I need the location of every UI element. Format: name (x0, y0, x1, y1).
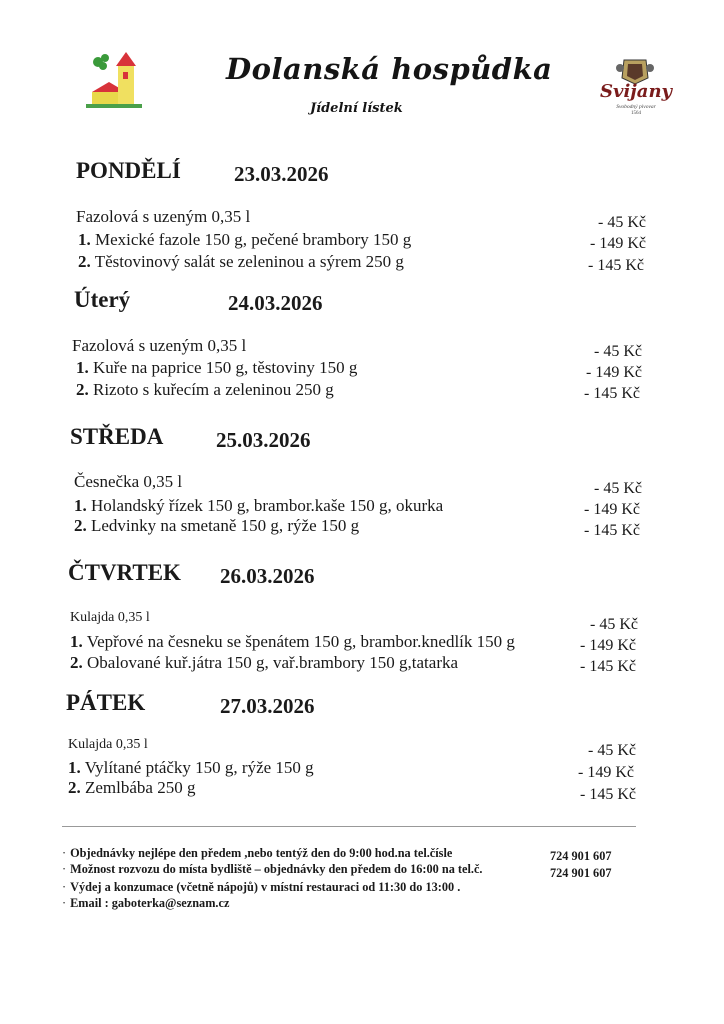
note-text: Výdej a konzumace (včetně nápojů) v místní restauraci od 11:30 do 13:00 . (70, 880, 461, 894)
divider (62, 826, 636, 827)
note-item: · Email : gaboterka@seznam.cz (62, 896, 230, 910)
day-date: 23.03.2026 (234, 162, 329, 186)
soup-price: - 45 Kč (594, 480, 642, 497)
item-price: - 149 Kč (580, 637, 636, 654)
menu-item (76, 358, 357, 378)
soup-price: - 45 Kč (588, 742, 636, 759)
item-text: Rizoto s kuřecím a zeleninou 250 g (93, 380, 334, 399)
item-number: 1. (70, 632, 83, 651)
soup-price: - 45 Kč (594, 343, 642, 360)
item-text: Ledvinky na smetaně 150 g, rýže 150 g (91, 516, 360, 535)
soup-line: Kulajda 0,35 l (70, 610, 150, 625)
soup-line: Fazolová s uzeným 0,35 l (76, 207, 251, 226)
item-price: - 149 Kč (584, 501, 640, 518)
day-heading: ČTVRTEK (68, 560, 181, 585)
house-logo-icon (86, 48, 144, 110)
item-number: 2. (76, 380, 89, 399)
item-number: 2. (78, 252, 91, 271)
note-phone: 724 901 607 (550, 849, 612, 863)
item-price: - 145 Kč (580, 658, 636, 675)
soup-price: - 45 Kč (590, 616, 638, 633)
menu-subtitle: Jídelní lístek (310, 101, 403, 116)
item-price: - 149 Kč (578, 764, 634, 781)
item-text: Zemlbába 250 g (85, 778, 196, 797)
item-price: - 149 Kč (590, 235, 646, 252)
brewery-tagline: Svobodný pivovar (616, 104, 656, 110)
menu-item (76, 380, 334, 400)
soup-line: Kulajda 0,35 l (68, 737, 148, 752)
menu-item (68, 778, 195, 798)
note-item: · Výdej a konzumace (včetně nápojů) v místní restauraci od 11:30 do 13:00 . (62, 880, 461, 894)
item-number: 2. (70, 653, 83, 672)
soup-price: - 45 Kč (598, 214, 646, 231)
note-item: · Objednávky nejlépe den předem ,nebo tentýž den do 9:00 hod.na tel.čísle (62, 846, 453, 860)
day-heading: PÁTEK (66, 690, 146, 715)
soup-line: Česnečka 0,35 l (74, 472, 183, 491)
note-text: Email : gaboterka@seznam.cz (70, 896, 230, 910)
item-price: - 145 Kč (584, 385, 640, 402)
day-date: 26.03.2026 (220, 564, 315, 588)
item-price: - 145 Kč (580, 786, 636, 803)
item-text: Těstovinový salát se zeleninou a sýrem 250 g (94, 252, 404, 271)
menu-item (70, 632, 515, 652)
item-text: Vepřové na česneku se špenátem 150 g, brambor.knedlík 150 g (86, 632, 515, 651)
item-number: 1. (74, 496, 87, 515)
day-heading: STŘEDA (70, 424, 164, 449)
menu-item (70, 653, 458, 673)
brewery-year: 1564 (631, 111, 641, 116)
note-text: Možnost rozvozu do místa bydliště – objednávky den předem do 16:00 na tel.č. (70, 862, 483, 876)
item-price: - 145 Kč (588, 257, 644, 274)
note-item: · Možnost rozvozu do místa bydliště – objednávky den předem do 16:00 na tel.č. (62, 862, 483, 876)
day-date: 24.03.2026 (228, 291, 323, 315)
item-text: Vylítané ptáčky 150 g, rýže 150 g (84, 758, 314, 777)
day-heading: PONDĚLÍ (76, 158, 181, 183)
menu-item (74, 516, 359, 536)
menu-item (78, 252, 404, 272)
note-text: Objednávky nejlépe den předem ,nebo tentýž den do 9:00 hod.na tel.čísle (70, 846, 453, 860)
item-text: Kuře na paprice 150 g, těstoviny 150 g (93, 358, 358, 377)
item-number: 1. (68, 758, 81, 777)
day-date: 27.03.2026 (220, 694, 315, 718)
soup-line: Fazolová s uzeným 0,35 l (72, 336, 247, 355)
item-number: 1. (76, 358, 89, 377)
item-number: 2. (68, 778, 81, 797)
item-price: - 149 Kč (586, 364, 642, 381)
item-number: 2. (74, 516, 87, 535)
menu-item (68, 758, 314, 778)
brewery-name: Svijany (599, 81, 673, 102)
item-text: Mexické fazole 150 g, pečené brambory 150 g (95, 230, 412, 249)
menu-item (74, 496, 443, 516)
item-price: - 145 Kč (584, 522, 640, 539)
day-date: 25.03.2026 (216, 428, 311, 452)
item-text: Obalované kuř.játra 150 g, vař.brambory 150 g,tatarka (87, 653, 459, 672)
day-heading: Úterý (74, 287, 131, 312)
menu-item (78, 230, 411, 250)
note-phone: 724 901 607 (550, 866, 612, 880)
item-number: 1. (78, 230, 91, 249)
restaurant-title: Dolanská hospůdka (226, 52, 553, 86)
item-text: Holandský řízek 150 g, brambor.kaše 150 g, okurka (91, 496, 444, 515)
